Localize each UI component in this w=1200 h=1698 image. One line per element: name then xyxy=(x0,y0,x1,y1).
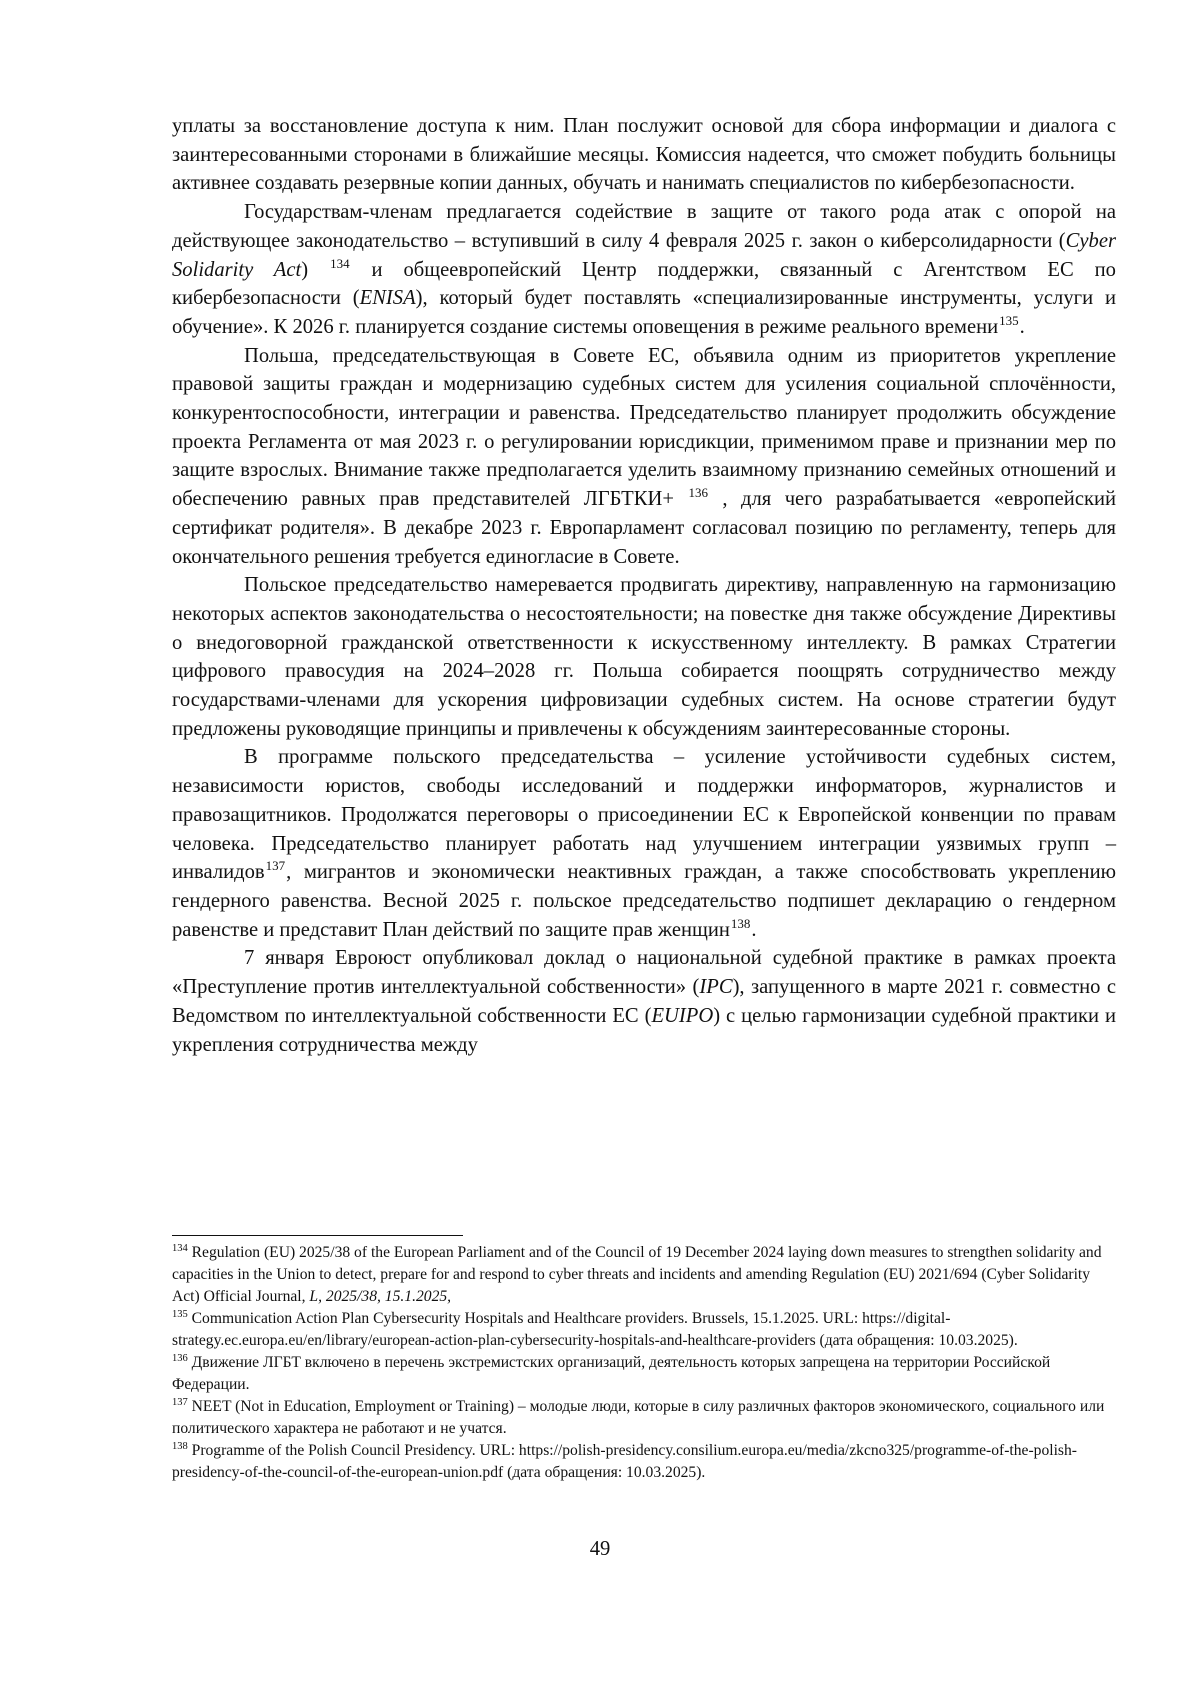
paragraph-4: Польское председательство намеревается продвигать директиву, направленную на гармонизацию некоторых аспектов законодательства о несостоятельности; на повестке дня также обсуждение Директивы о внедоговорной гражданской ответственности к искусственному интеллекту. В рамках Стратегии цифрового правосудия на 2024–2028 гг. Польша собирается поощрять сотрудничество между государствами-членами для ускорения цифровизации судебных систем. На основе стратегии будут предложены руководящие принципы и привлечены к обсуждениям заинтересованные стороны. xyxy=(172,574,1116,740)
footnote-134: $^{134}$ Regulation (EU) 2025/38 of the European Parliament and of the Council of 19 December 2024 laying down measures to strengthen solidarity and capacities in the Union to detect, prepare for and respond to cyber threats and incidents and amending Regulation (EU) 2021/694 (Cyber Solidarity Act) Official Journal, L, 2025/38, 15.1.2025, xyxy=(172,1243,1102,1305)
footnote-ref-134[interactable]: 134 xyxy=(330,255,350,271)
main-body xyxy=(172,112,1116,1059)
footnote-135: $^{135}$ Communication Action Plan Cybersecurity Hospitals and Healthcare providers. Brussels, 15.1.2025. URL: https://digital-strategy.ec.europa.eu/en/library/european-action-plan-cybersecurity-hospitals-and-healthcare-providers (дата обращения: 10.03.2025). xyxy=(172,1309,1018,1349)
footnote-ref-136[interactable]: 136 xyxy=(688,485,708,501)
footnote-136: $^{136}$ Движение ЛГБТ включено в перечень экстремистских организаций, деятельность которых запрещена на территории Российской Федерации. xyxy=(172,1353,1051,1393)
paragraph-3: Польша, председательствующая в Совете ЕС, объявила одним из приоритетов укрепление правовой защиты граждан и модернизацию судебных систем для усиления социальной сплочённости, конкурентоспособности, интеграции и равенства. Председательство планирует продолжить обсуждение проекта Регламента от мая 2023 г. о регулировании юрисдикции, применимом праве и признании мер по защите взрослых. Внимание также предполагается уделить взаимному признанию семейных отношений и обеспечению равных прав представителей ЛГБТКИ+ $^{136}$ , для чего разрабатывается «европейский сертификат родителя». В декабре 2023 г. Европарламент согласовал позицию по регламенту, теперь для окончательного решения требуется единогласие в Совете. xyxy=(172,344,1117,568)
footnote-ref-137[interactable]: 137 xyxy=(265,858,286,874)
footnote-ref-138[interactable]: 138 xyxy=(730,915,751,931)
paragraph-1: уплаты за восстановление доступа к ним. План послужит основой для сбора информации и диалога с заинтересованными сторонами в ближайшие месяцы. Комиссия надеется, что сможет побудить больницы активнее создавать резервные копии данных, обучать и нанимать специалистов по кибербезопасности. xyxy=(172,115,1116,195)
footnotes xyxy=(172,1242,1116,1484)
page-number: 49 xyxy=(589,1538,611,1560)
paragraph-6: 7 января Евроюст опубликовал доклад о национальной судебной практике в рамках проекта «Преступление против интеллектуальной собственности» (IPC), запущенного в марте 2021 г. совместно с Ведомством по интеллектуальной собственности ЕС (EUIPO) с целью гармонизации судебной практики и укрепления сотрудничества между xyxy=(172,947,1116,1056)
paragraph-5: В программе польского председательства – усиление устойчивости судебных систем, независимости юристов, свободы исследований и поддержки информаторов, журналистов и правозащитников. Продолжатся переговоры о присоединении ЕС к Европейской конвенции по правам человека. Председательство планирует работать над улучшением интеграции уязвимых групп – инвалидов$^{137}$, мигрантов и экономически неактивных граждан, а также способствовать укреплению гендерного равенства. Весной 2025 г. польское председательство подпишет декларацию о гендерном равенстве и представит План действий по защите прав женщин$^{138}$. xyxy=(172,746,1116,941)
paragraph-2: Государствам-членам предлагается содействие в защите от такого рода атак с опорой на действующее законодательство – вступивший в силу 4 февраля 2025 г. закон о киберсолидарности (Cyber Solidarity Act) $^{134}$ и общеевропейский Центр поддержки, связанный с Агентством ЕС по кибербезопасности (ENISA), который будет поставлять «специализированные инструменты, услуги и обучение». К 2026 г. планируется создание системы оповещения в режиме реального времени$^{135}$. xyxy=(172,201,1116,338)
footnote-138: $^{138}$ Programme of the Polish Council Presidency. URL: https://polish-presidency.consilium.europa.eu/media/zkcno325/programme-of-the-polish-presidency-of-the-council-of-the-european-union.pdf (дата обращения: 10.03.2025). xyxy=(172,1441,1077,1481)
footnote-ref-135[interactable]: 135 xyxy=(999,312,1019,328)
footnote-separator xyxy=(172,1235,463,1236)
footnote-137: $^{137}$ NEET (Not in Education, Employment or Training) – молодые люди, которые в силу различных факторов экономического, социального или политического характера не работают и не учатся. xyxy=(172,1397,1105,1437)
